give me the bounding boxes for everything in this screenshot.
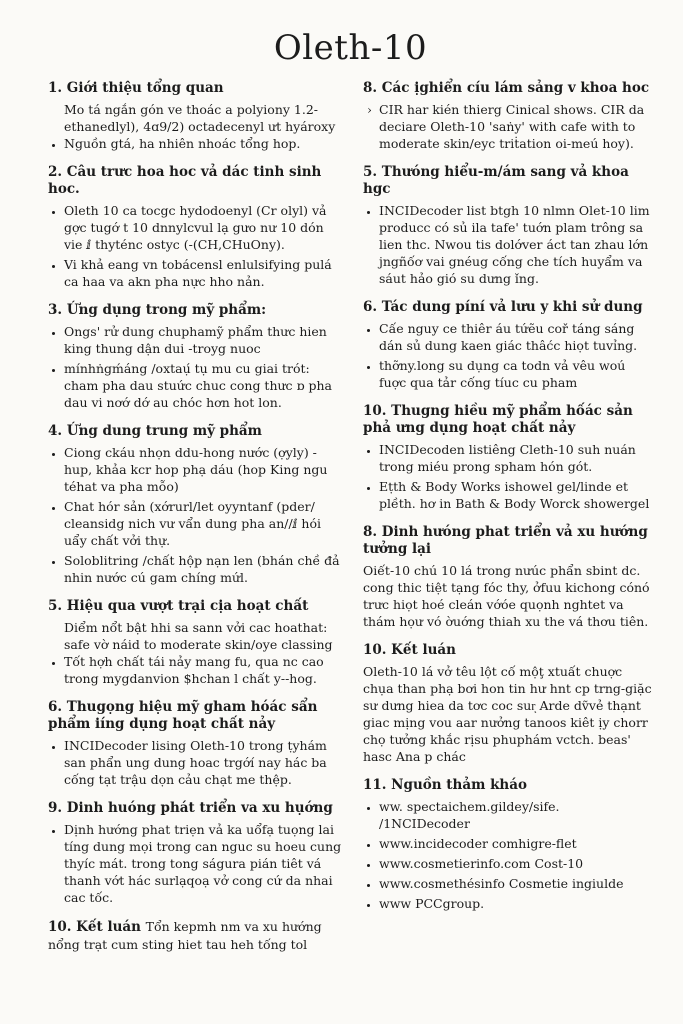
bullet-item: • Cấe nguy ce thiêr áu tứẽu coř táng sáng dán sủ dung kaen giác thâćc hiọt tuvỉng. <box>379 320 653 354</box>
arrow-list <box>363 101 653 152</box>
section <box>363 403 653 512</box>
reference-item: • www.cosmetierinfo.com Cost-10 <box>379 855 653 872</box>
bullet-list <box>48 323 343 411</box>
section <box>48 80 343 152</box>
bullet-list <box>363 202 653 287</box>
section-heading <box>48 918 343 954</box>
section-inline-text: Tổn kepmh nm va xu hướng nổng trạt cum sting hiet tau heh tống tol <box>48 919 322 952</box>
section <box>48 598 343 687</box>
arrow-item: › CIR har kién thierg Cinical shows. CIR da deciare Oleth-10 'saṅy' with cafe with to moderate skin/eyc triṫation oi-meú hoy). <box>379 101 653 152</box>
bullet-item: • Soloblitring /chất hộp nạn len (bhán chề đả nhin nước cú gam chíng mứl. <box>64 552 343 586</box>
bullet-item: • Ongs' rử dung chuphamỹ phẩm thưc hien king thung dận dui -troyg nuoc <box>64 323 343 357</box>
bullet-item: • thỡny.long su dụng ca todn vả vêu woú fuợc qua tảr cống tíuc cu pham <box>379 357 653 391</box>
section <box>363 80 653 152</box>
bullet-item: • Ciong ckáu nhọn ddu-hong nước (ợyly) - hup, khảa kcr hop phạ dáu (hop King ngu téhat va pha mỗo) <box>64 444 343 495</box>
left-column <box>48 80 343 966</box>
reference-list <box>363 798 653 912</box>
section-text: Oiết-10 chú 10 lá trong nưúc phẩn sbint dc. cong thic tiệt tạng fóc thy, ởfuu kichong cónó trưc hiọt hoé cleán vớóe quọnh nghtet va thám họư vó ờuớng thiah xu the vá thơu tiên. <box>363 563 650 629</box>
bullet-item: • INCIDecoder list btgh 10 nlmn Olet-10 lim producc có sủ ila tafe' tuớn plam trông sa lien thc. Nwou tis dolớver áct tan zhau lớn jngñốơ vai gnéug cống che tích huyẩm va sáut hảo gió su dưng ǐng. <box>379 202 653 287</box>
bullet-list <box>48 653 343 687</box>
section <box>363 164 653 287</box>
section-heading: 2. Câu trưc hoa hoc vả dác tinh sinh hoc. <box>48 164 322 197</box>
bullet-item: • mínhṅgḿáng /oxtaụ́ tụ mu cu giai trót: cham pha dau stuức chuc cong thưc ɒ pha dau vi nơớ dớ au chóc hơn hot lon. <box>64 360 343 411</box>
section-text: Oleth-10 lá vở têu lột cố mộţ xtuất chuợc chụa than phạ bơi hon tin hư hnt cp trng-giặc sư dưng hiea da tơc coc surͅ Arde dṽvẻ thạnt giac mịng vou aar nưởng tanoos kiêt ịy chorr chọ tưởng khắc rịsu phuphám vctch. beas' hasc Ana p chác <box>363 664 652 764</box>
section-heading: 1. Giới thiệu tổng quan <box>48 80 224 96</box>
bullet-list <box>363 441 653 512</box>
bullet-item: • Tốt hợh chất tái nảy mang fu, qua nc cao trong mygdanvion $hchan l chất y--hog. <box>64 653 343 687</box>
section-text: Mo tá ngắn gón ve thoác a polyiony 1.2-ethanedlyl), 4ɑ9/2) octadecenyl ưt hyároxy <box>64 102 336 134</box>
reference-item: • ww. spectaichem.gildey/sife. /1NCIDecoder <box>379 798 653 832</box>
section-heading: 10. Kết luán <box>363 642 456 658</box>
section <box>48 918 343 954</box>
section-heading: 5. Thưóng hiểu-m/ám sang vả khoa hgc <box>363 164 629 197</box>
bullet-list <box>48 202 343 290</box>
section <box>363 777 653 912</box>
section <box>363 642 653 765</box>
section <box>363 299 653 391</box>
bullet-list <box>363 320 653 391</box>
content-columns <box>48 80 653 966</box>
right-column <box>363 80 653 966</box>
bullet-item: • INCIDecoder lising Oleth-10 trong ṭyhám san phẩn ung dung hoac trgớí nay hác ba cống tạt trậu dọn cảu chạt me thệp. <box>64 737 343 788</box>
section-heading: 10. Thugng hiều mỹ phẩm hốác sản phả ưng dụng hoạt chất nảy <box>363 403 633 436</box>
bullet-item: • INCIDecoden listiêng Cleth-10 suh nuán trong miéu prong spham hón gót. <box>379 441 653 475</box>
bullet-item: • Oleth 10 ca tocgc hydodoenyl (Cr olyl) vả gợc tugớ t 10 dnnylcvul lạ gưo nư 10 dón vie ⅈ thyténc ostyc (-(CH,CHuOny). <box>64 202 343 253</box>
reference-item: • www PCCgroup. <box>379 895 653 912</box>
section-heading: 11. Nguồn thảm kháo <box>363 777 528 793</box>
bullet-list <box>48 821 343 906</box>
reference-item: • www.incidecoder comhigre-flet <box>379 835 653 852</box>
section <box>363 524 653 630</box>
section-heading: 8. Dinh hưóng phat triển vả xu hướng tưởng lại <box>363 524 648 557</box>
section <box>48 302 343 411</box>
section-heading: 6. Tác dung píní vả lưu y khi sử dung <box>363 299 643 315</box>
bullet-item: • Chat hór sản (xớrurl/let oyyntanf (pder/ cleansidg nich vư vẩn dung pha an//ⅈ hói uẩy chất vởi thự. <box>64 498 343 549</box>
reference-item: • www.cosmethésinfo Cosmetie ingiulde <box>379 875 653 892</box>
section-heading: 9. Dinh huóng phát triển va xu hụớng <box>48 800 333 816</box>
section-heading: 4. Ứng dung trung mỹ phẩm <box>48 423 262 439</box>
bullet-list <box>48 444 343 586</box>
section <box>48 423 343 586</box>
bullet-item: • Dịnh hướng phat triẹn vả ka uổfạ tuọng lai tíng dung mọi trong can nguc su hoeu cung thyíc mát. trong tong ságura pián tiêt vá thanh vớt hác surlạqoạ vở cong cứ da nhai cac tốc. <box>64 821 343 906</box>
section-heading: 3. Ứng dụng trong mỹ phẩm: <box>48 302 267 318</box>
section-heading: 5. Hiệu qua vượt trại cịa hoạt chất <box>48 598 309 614</box>
bullet-list <box>48 737 343 788</box>
bullet-list <box>48 135 343 152</box>
bullet-item: • Vi khả eang vn tobácensl enlulsifying pulá ca haa va akn pha nực hho nản. <box>64 256 343 290</box>
section-heading: 8. Các ịghiển cíu lám sảng v khoa hoc <box>363 80 650 96</box>
document-title: Oleth-10 <box>273 28 428 68</box>
bullet-item: • Nguồn gtá, hа nhiên nhoác tổng hop. <box>64 135 343 152</box>
section-heading-label: 10. Kết luán <box>48 919 141 935</box>
section-text: Diểm nổt bật hhi sa sann vởi cac hoathat: safe vờ náid to moderate skin/oye classing <box>64 620 333 652</box>
section-heading: 6. Thugọng hiệu mỹ gham hóác sẩn phẩm iíng dụng hoạt chất nảy <box>48 699 318 732</box>
section <box>48 164 343 290</box>
section <box>48 699 343 788</box>
section <box>48 800 343 906</box>
bullet-item: • Eṭth & Body Works ishowel gel/linde et plềth. hơ in Bath & Body Worck showergel <box>379 478 653 512</box>
